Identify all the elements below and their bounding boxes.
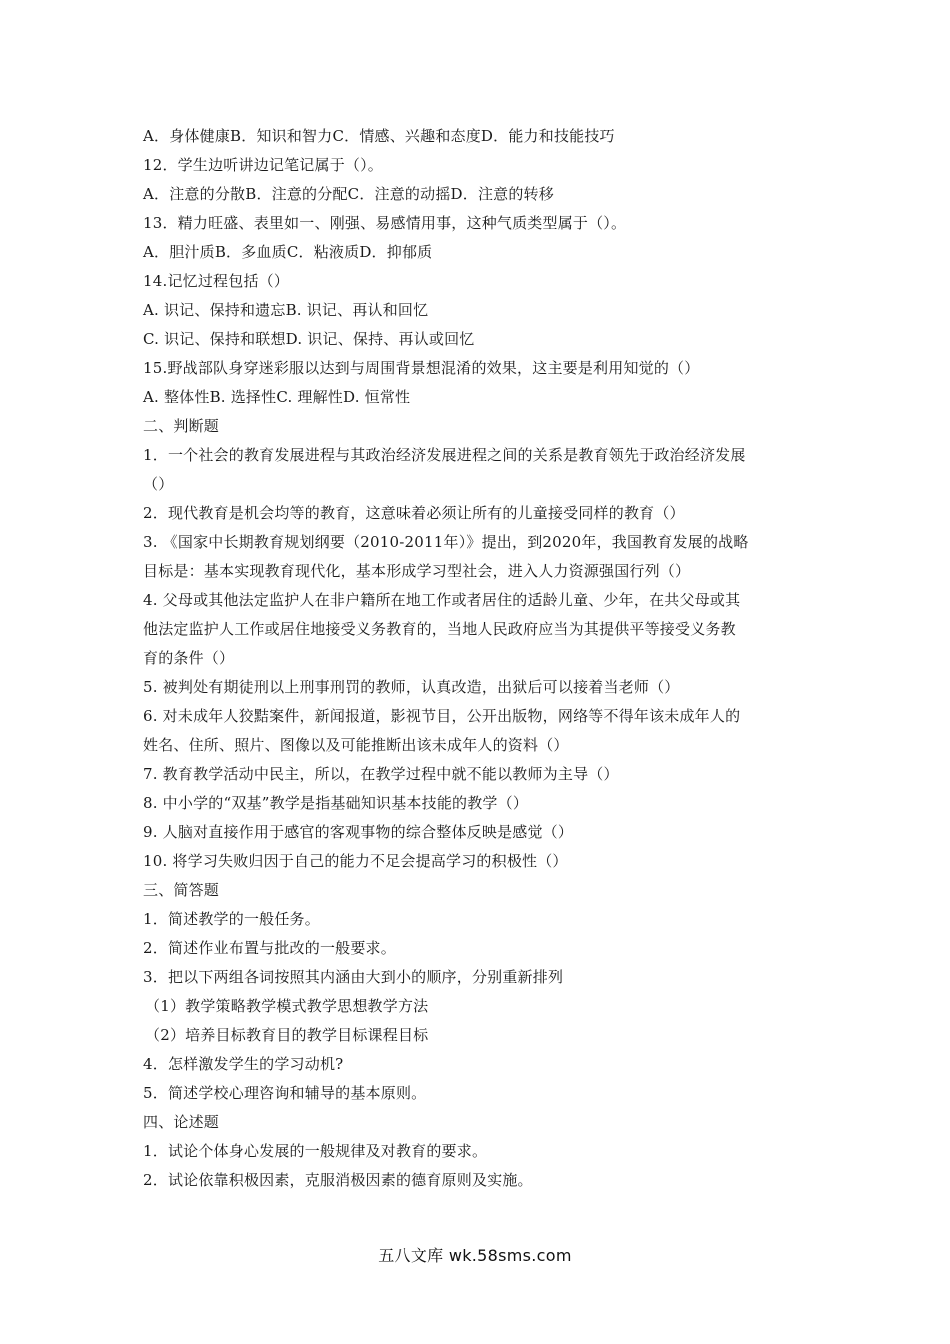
essay-question-2: 2．试论依靠积极因素，克服消极因素的德育原则及实施。 xyxy=(143,1171,533,1189)
judge-question-7: 7. 教育教学活动中民主，所以，在教学过程中就不能以教师为主导（） xyxy=(143,765,619,783)
short-question-3: 3．把以下两组各词按照其内涵由大到小的顺序，分别重新排列 xyxy=(143,968,564,986)
judge-question-2: 2．现代教育是机会均等的教育，这意味着必须让所有的儿童接受同样的教育（） xyxy=(143,504,685,522)
judge-question-6: 6. 对未成年人狡黠案件，新闻报道，影视节目，公开出版物，网络等不得年该未成年人的 xyxy=(143,707,741,725)
judge-question-5: 5. 被判处有期徒刑以上刑事刑罚的教师，认真改造，出狱后可以接着当老师（） xyxy=(143,678,680,696)
choice-line: A．身体健康B．知识和智力C．情感、兴趣和态度D．能力和技能技巧 xyxy=(143,127,615,145)
judge-question-6-cont: 姓名、住所、照片、图像以及可能推断出该未成年人的资料（） xyxy=(143,736,569,754)
judge-question-9: 9. 人脑对直接作用于感官的客观事物的综合整体反映是感觉（） xyxy=(143,823,574,841)
judge-question-8: 8. 中小学的“双基”教学是指基础知识基本技能的教学（） xyxy=(143,794,529,812)
essay-question-1: 1．试论个体身心发展的一般规律及对教育的要求。 xyxy=(143,1142,488,1160)
judge-question-1: 1．一个社会的教育发展进程与其政治经济发展进程之间的关系是教育领先于政治经济发展 xyxy=(143,446,746,464)
question-line: 13．精力旺盛、表里如一、刚强、易感情用事，这种气质类型属于（）。 xyxy=(143,214,627,232)
judge-question-1-cont: （） xyxy=(143,475,174,493)
judge-question-3-cont: 目标是：基本实现教育现代化，基本形成学习型社会，进入人力资源强国行列（） xyxy=(143,562,691,580)
choice-line: A．胆汁质B．多血质C．粘液质D．抑郁质 xyxy=(143,243,433,261)
section-heading-essay: 四、论述题 xyxy=(143,1113,220,1131)
short-question-1: 1．简述教学的一般任务。 xyxy=(143,910,320,928)
section-heading-judge: 二、判断题 xyxy=(143,417,220,435)
question-line: 12．学生边听讲边记笔记属于（）。 xyxy=(143,156,383,174)
short-question-5: 5．简述学校心理咨询和辅导的基本原则。 xyxy=(143,1084,427,1102)
short-question-2: 2．简述作业布置与批改的一般要求。 xyxy=(143,939,396,957)
choice-line: C. 识记、保持和联想D. 识记、保持、再认或回忆 xyxy=(143,330,475,348)
question-line: 15.野战部队身穿迷彩服以达到与周围背景想混淆的效果，这主要是利用知觉的（） xyxy=(143,359,700,377)
short-question-4: 4．怎样激发学生的学习动机? xyxy=(143,1055,344,1073)
section-heading-short: 三、简答题 xyxy=(143,881,220,899)
choice-line: A．注意的分散B．注意的分配C．注意的动摇D．注意的转移 xyxy=(143,185,554,203)
judge-question-4-cont: 他法定监护人工作或居住地接受义务教育的，当地人民政府应当为其提供平等接受义务教 xyxy=(143,620,736,638)
short-question-3-sub-2: （2）培养目标教育目的教学目标课程目标 xyxy=(145,1026,429,1044)
judge-question-4-cont: 育的条件（） xyxy=(143,649,235,667)
judge-question-4: 4. 父母或其他法定监护人在非户籍所在地工作或者居住的适龄儿童、少年，在共父母或其 xyxy=(143,591,741,609)
short-question-3-sub-1: （1）教学策略教学模式教学思想教学方法 xyxy=(145,997,429,1015)
choice-line: A. 整体性B. 选择性C. 理解性D. 恒常性 xyxy=(143,388,411,406)
footer-watermark: 五八文库 wk.58sms.com xyxy=(378,1246,572,1265)
judge-question-10: 10. 将学习失败归因于自己的能力不足会提高学习的积极性（） xyxy=(143,852,568,870)
choice-line: A. 识记、保持和遗忘B. 识记、再认和回忆 xyxy=(143,301,429,319)
judge-question-3: 3. 《国家中长期教育规划纲要（2010-2011年）》提出，到2020年，我国教育发展的战略 xyxy=(143,533,749,551)
document-body xyxy=(143,122,823,1195)
question-line: 14.记忆过程包括（） xyxy=(143,272,290,290)
